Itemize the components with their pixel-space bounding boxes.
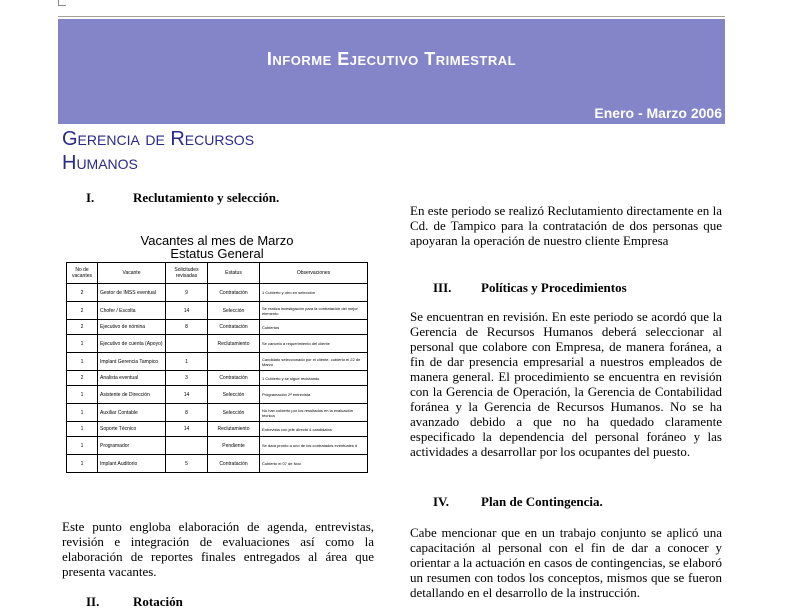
page-margin-right	[729, 0, 811, 603]
table-row	[67, 371, 368, 386]
section-2-number: II.	[86, 594, 100, 609]
cell-notes: Cubierto el 07 de Nov.	[260, 455, 368, 473]
section-1-heading	[86, 190, 366, 206]
cell-count: 2	[67, 302, 98, 320]
section-1-title: Reclutamiento y selección.	[133, 190, 280, 205]
cell-notes: Se canceló a requerimiento del cliente	[260, 335, 368, 353]
cell-count: 1	[67, 437, 98, 455]
page-top-rule	[58, 16, 725, 17]
department-heading	[62, 127, 254, 175]
table-row	[67, 422, 368, 437]
section-3-title: Políticas y Procedimientos	[481, 280, 627, 295]
header-cell: Estatus	[208, 263, 260, 284]
cell-vacancy: Implant Gerencia Tampico	[98, 353, 166, 371]
section-1-number: I.	[86, 190, 95, 205]
cell-notes: No han cubierto por los resultados en la evaluación técnica	[260, 404, 368, 422]
cell-applications: 1	[166, 353, 208, 371]
header-cell: Solicitudes revisadas	[166, 263, 208, 284]
table-row	[67, 335, 368, 353]
section-2-heading	[86, 594, 366, 610]
cell-vacancy: Analista eventual	[98, 371, 166, 386]
table-row	[67, 437, 368, 455]
cell-vacancy: Chofer / Escolta	[98, 302, 166, 320]
section-4-number: IV.	[433, 494, 450, 509]
table-row	[67, 284, 368, 302]
cell-status: Contratación	[208, 284, 260, 302]
table-row	[67, 353, 368, 371]
cell-applications	[166, 437, 208, 455]
table-row	[67, 404, 368, 422]
cell-applications: 14	[166, 422, 208, 437]
cell-count: 1	[67, 386, 98, 404]
table-row	[67, 386, 368, 404]
cell-notes: Se dará pronto a uno de los contratados eventuales #	[260, 437, 368, 455]
cell-status: Reclutamiento	[208, 422, 260, 437]
cell-count: 1	[67, 404, 98, 422]
cell-notes: 1 Cubierto y otro en selección	[260, 284, 368, 302]
cell-vacancy: Ejecutivo de nómina	[98, 320, 166, 335]
cell-status: Reclutamiento	[208, 335, 260, 353]
section-2-title: Rotación	[133, 594, 183, 609]
report-title: Informe Ejecutivo Trimestral	[266, 49, 517, 69]
section-3-number: III.	[433, 280, 452, 295]
cell-notes: Candidato seleccionado por el cliente, cubierto el 22 de Marzo	[260, 353, 368, 371]
vacancies-table	[66, 262, 368, 473]
cell-applications: 3	[166, 371, 208, 386]
table-header-row	[67, 263, 368, 284]
cell-notes: 1 Cubierto y se sigue reclutando	[260, 371, 368, 386]
cell-status: Pendiente	[208, 437, 260, 455]
cell-vacancy: Asistente de Dirección	[98, 386, 166, 404]
table-title	[62, 234, 372, 260]
contingency-paragraph: Cabe mencionar que en un trabajo conjunto se aplicó una capacitación al personal con el fin de dar a conocer y orientar a la actuación en casos de contingencias, se elaboró un resumen con todos los conceptos, mismos que se fueron detallando en el desarrollo de la instrucción.	[410, 525, 722, 600]
cell-count: 1	[67, 335, 98, 353]
cell-vacancy: Programador	[98, 437, 166, 455]
cell-applications	[166, 335, 208, 353]
table-row	[67, 302, 368, 320]
cell-vacancy: Ejecutivo de cuenta (Apoyo)	[98, 335, 166, 353]
table-title-line1: Vacantes al mes de Marzo	[140, 233, 294, 248]
cell-applications: 9	[166, 284, 208, 302]
section-4-title: Plan de Contingencia.	[481, 494, 603, 509]
cell-applications: 14	[166, 302, 208, 320]
cell-vacancy: Auxiliar Contable	[98, 404, 166, 422]
tampico-recruitment-paragraph: En este periodo se realizó Reclutamiento directamente en la Cd. de Tampico para la contratación de dos personas que apoyaran la operación de nuestro cliente Empresa	[410, 203, 722, 248]
table-row	[67, 320, 368, 335]
cell-notes: Se realiza investigación para la contratación del mejor elemento	[260, 302, 368, 320]
cell-notes: Cubiertos	[260, 320, 368, 335]
section-4-heading	[433, 494, 723, 510]
table-row	[67, 455, 368, 473]
cell-notes: Programación 2ª entrevista	[260, 386, 368, 404]
header-cell: No de vacantes	[67, 263, 98, 284]
cell-applications: 8	[166, 404, 208, 422]
cell-count: 1	[67, 455, 98, 473]
cell-status: Contratación	[208, 371, 260, 386]
cell-vacancy: Gestor de IMSS eventual	[98, 284, 166, 302]
report-period: Enero - Marzo 2006	[594, 105, 722, 121]
corner-marker	[58, 0, 66, 6]
cell-status: Contratación	[208, 320, 260, 335]
header-cell: Vacante	[98, 263, 166, 284]
cell-status: Selección	[208, 404, 260, 422]
cell-applications: 14	[166, 386, 208, 404]
report-banner	[58, 19, 725, 124]
cell-applications: 8	[166, 320, 208, 335]
section-3-heading	[433, 280, 723, 296]
recruitment-description: Este punto engloba elaboración de agenda, entrevistas, revisión e integración de evaluaciones así como la elaboración de reportes finales entregados al área que presenta vacantes.	[62, 519, 374, 579]
cell-vacancy: Implant Auditorio	[98, 455, 166, 473]
cell-applications: 5	[166, 455, 208, 473]
cell-count: 1	[67, 422, 98, 437]
department-heading-line1: Gerencia de Recursos	[62, 128, 255, 150]
cell-status: Contratación	[208, 455, 260, 473]
header-cell: Observaciones	[260, 263, 368, 284]
cell-notes: Entrevista con jefe directo 4 candidatos	[260, 422, 368, 437]
department-heading-line2: Humanos	[62, 152, 138, 174]
cell-vacancy: Soporte Técnico	[98, 422, 166, 437]
page-margin-left	[0, 0, 52, 603]
cell-status	[208, 353, 260, 371]
policies-paragraph: Se encuentran en revisión. En este periodo se acordó que la Gerencia de Recursos Humanos deberá seleccionar al personal que colabore con Empresa, de manera foránea, a fin de dar presencia empresarial a nuestros empleados de manera general. El procedimiento se encuentra en revisión con la Gerencia de Operación, la Gerencia de Contabilidad foránea y la Gerencia de Recursos Humanos. No se ha avanzado debido a que no ha quedado claramente especificado la dependencia del personal foráneo y las actividades a desarrollar por los ocupantes del puesto.	[410, 309, 722, 459]
cell-status: Selección	[208, 302, 260, 320]
cell-count: 2	[67, 320, 98, 335]
cell-count: 2	[67, 284, 98, 302]
cell-count: 2	[67, 371, 98, 386]
cell-status: Selección	[208, 386, 260, 404]
table-title-line2: Estatus General	[170, 246, 264, 261]
cell-count: 1	[67, 353, 98, 371]
